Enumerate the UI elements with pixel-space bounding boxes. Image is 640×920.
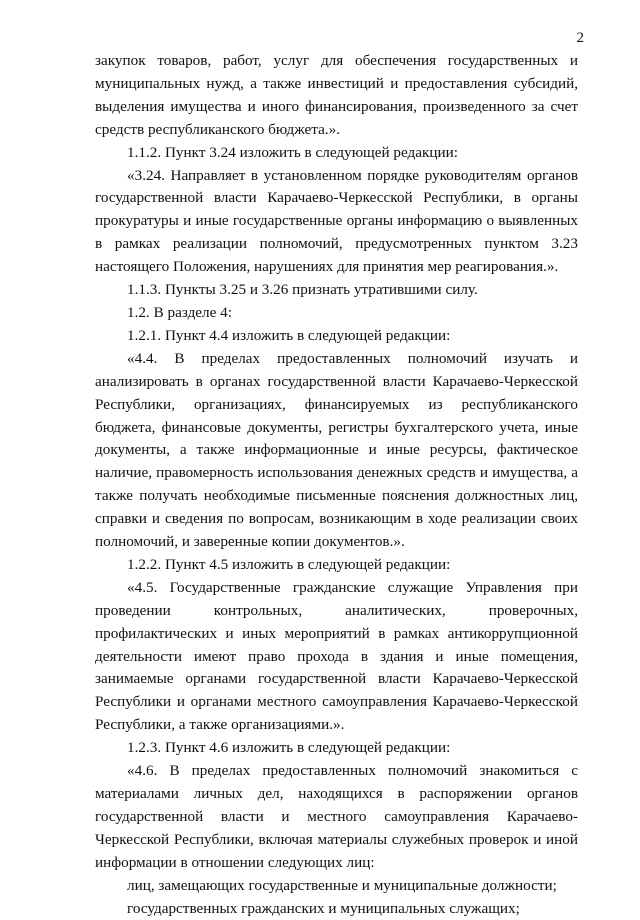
paragraph-list-item-1: лиц, замещающих государственные и муниципальные должности; <box>127 876 557 894</box>
paragraph-continuation: закупок товаров, работ, услуг для обеспечения государственных и муниципальных нужд, а также инвестиций и предоставления субсидий, выделения имущества и иного финансирования, произведенного за счет средств республиканского бюджета.». <box>95 52 578 138</box>
paragraph-clause-1-1-3: 1.1.3. Пункты 3.25 и 3.26 признать утратившими силу. <box>127 281 478 299</box>
paragraph-quote-4-6: «4.6. В пределах предоставленных полномочий знакомиться с материалами личных дел, находящихся в распоряжении органов государственной власти и местного самоуправления Карачаево-Черкесской Республики, включая материалы служебных проверок и иной информации в отношении следующих лиц: <box>95 762 578 871</box>
paragraph-clause-1-2-2: 1.2.2. Пункт 4.5 изложить в следующей редакции: <box>127 555 451 573</box>
paragraph-quote-4-5: «4.5. Государственные гражданские служащие Управления при проведении контрольных, аналитических, проверочных, профилактических и иных мероприятий в рамках антикоррупционной деятельности имеют право прохода в здания и иные помещения, занимаемые органами государственной власти Карачаево-Черкесской Республики и органами местного самоуправления Карачаево-Черкесской Республики, а также организациями.». <box>95 578 578 734</box>
paragraph-clause-1-1-2: 1.1.2. Пункт 3.24 изложить в следующей редакции: <box>127 143 458 161</box>
paragraph-clause-1-2-1: 1.2.1. Пункт 4.4 изложить в следующей редакции: <box>127 326 451 344</box>
paragraph-quote-4-4: «4.4. В пределах предоставленных полномочий изучать и анализировать в органах государственной власти Карачаево-Черкесской Республики, организациях, финансируемых из республиканского бюджета, финансовые документы, регистры бухгалтерского учета, иные документы, а также информационные и иные ресурсы, фактическое наличие, правомерность использования денежных средств и имущества, а также получать необходимые письменные пояснения должностных лиц, справки и сведения по вопросам, возникающим в ходе реализации своих полномочий, и заверенные копии документов.». <box>95 349 578 551</box>
paragraph-clause-1-2-3: 1.2.3. Пункт 4.6 изложить в следующей редакции: <box>127 739 451 757</box>
paragraph-list-item-2: государственных гражданских и муниципальных служащих; <box>127 899 520 917</box>
paragraph-clause-1-2: 1.2. В разделе 4: <box>127 303 232 321</box>
document-body <box>95 50 578 920</box>
page-number: 2 <box>576 30 584 46</box>
paragraph-quote-3-24: «3.24. Направляет в установленном порядке руководителям органов государственной власти Карачаево-Черкесской Республики, в органы прокуратуры и иные государственные органы информацию о выявленных в рамках реализации полномочий, предусмотренных пунктом 3.23 настоящего Положения, нарушениях для принятия мер реагирования.». <box>95 166 578 276</box>
